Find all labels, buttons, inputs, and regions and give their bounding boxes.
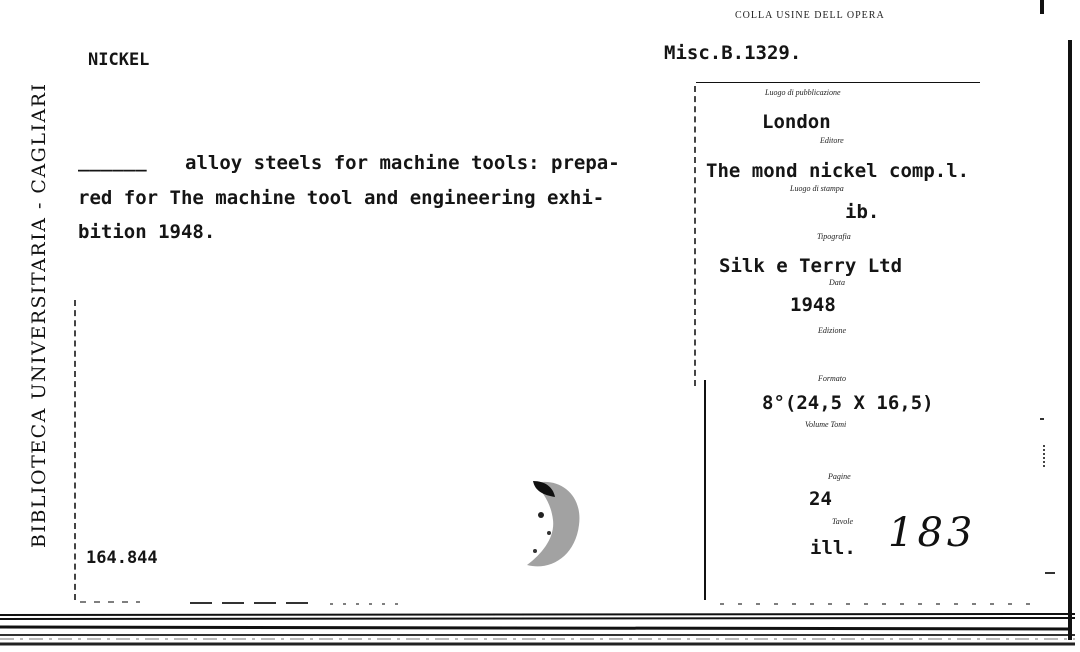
column-left-line — [704, 380, 706, 600]
inventory-number: 164.844 — [86, 548, 158, 568]
bottom-rules — [0, 595, 1080, 652]
printer-label: Tipografia — [817, 232, 851, 241]
library-stamp: BIBLIOTECA UNIVERSITARIA - CAGLIARI — [28, 82, 50, 548]
shelfmark: Misc.B.1329. — [664, 42, 802, 64]
plates-label: Tavole — [832, 517, 854, 526]
pages-label: Pagine — [828, 472, 851, 481]
edition-label: Edizione — [818, 326, 846, 335]
volumes-label: Volume Tomi — [805, 420, 847, 429]
title-blank: ______ — [78, 150, 147, 172]
printer-value: Silk e Terry Ltd — [719, 255, 903, 277]
format-label: Formato — [818, 374, 846, 383]
title-line-1: alloy steels for machine tools: prepa- — [185, 152, 620, 174]
print-place-label: Luogo di stampa — [790, 184, 844, 193]
title-line-3: bition 1948. — [78, 221, 216, 243]
print-place-value: ib. — [845, 201, 880, 223]
handwritten-note: 183 — [888, 510, 977, 556]
column-left-line-dashed — [694, 86, 696, 386]
publisher-value: The mond nickel comp.l. — [706, 160, 970, 182]
edge-tick — [1040, 418, 1044, 420]
edge-tick-2 — [1045, 572, 1055, 574]
edge-mark — [1040, 0, 1044, 14]
header-label: COLLA USINE DELL OPERA — [735, 10, 885, 21]
pages-value: 24 — [809, 488, 832, 510]
subject-heading: NICKEL — [88, 50, 150, 70]
place-value: London — [762, 111, 831, 133]
publisher-label: Editore — [820, 136, 844, 145]
date-label: Data — [829, 278, 845, 287]
punch-hole-blot — [505, 475, 585, 575]
plates-value: ill. — [810, 537, 856, 559]
place-label: Luogo di pubblicazione — [765, 88, 841, 97]
column-top-rule — [696, 82, 980, 83]
date-value: 1948 — [790, 294, 836, 316]
title-line-2: red for The machine tool and engineering exhi- — [78, 187, 605, 209]
edge-dots — [1043, 445, 1048, 467]
left-margin-line — [74, 300, 76, 600]
right-edge-line — [1068, 40, 1072, 640]
format-value: 8°(24,5 X 16,5) — [762, 392, 934, 414]
